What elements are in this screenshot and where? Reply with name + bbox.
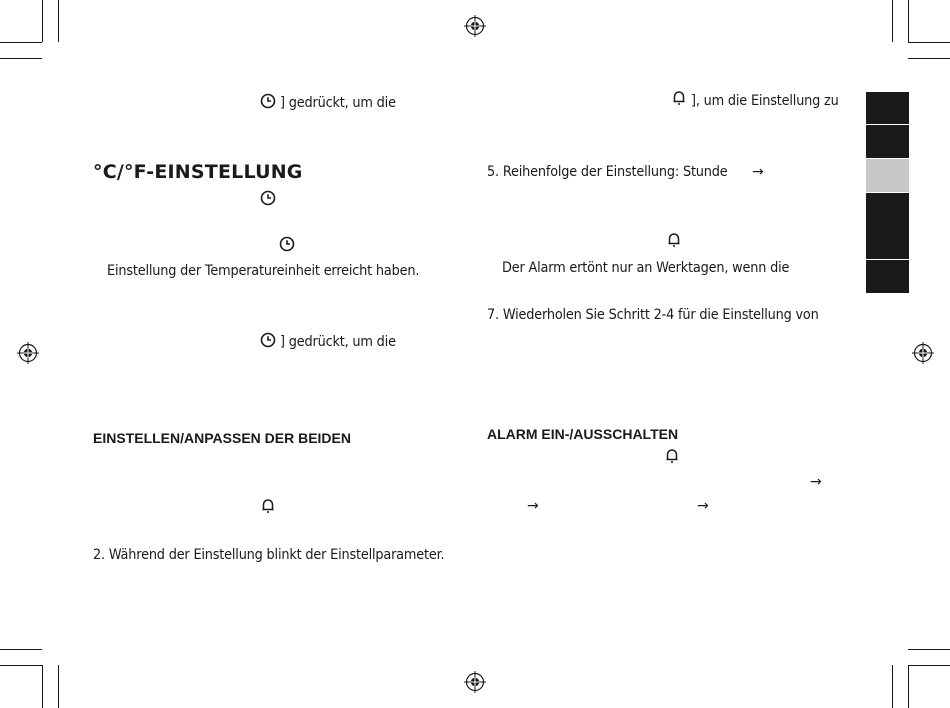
language-tab — [866, 193, 909, 259]
arrow-icon: → — [810, 474, 822, 490]
crop-mark — [908, 665, 950, 666]
registration-mark-icon — [464, 671, 486, 693]
crop-mark — [908, 649, 950, 650]
language-tab — [866, 92, 909, 124]
right-text-line: 5. Reihenfolge der Einstellung: Stunde — [487, 164, 728, 180]
clock-icon — [260, 93, 276, 109]
right-text-line: ], um die Einstellung zu — [691, 93, 839, 109]
left-text-line: ] gedrückt, um die — [280, 95, 396, 111]
section-heading-alarm-setup: EINSTELLEN/ANPASSEN DER BEIDEN — [93, 430, 351, 446]
crop-mark — [42, 0, 43, 42]
language-tab-active — [866, 159, 909, 192]
registration-mark-icon — [464, 15, 486, 37]
section-heading-alarm-toggle: ALARM EIN-/AUSSCHALTEN — [487, 426, 679, 442]
right-text-line: 7. Wiederholen Sie Schritt 2-4 für die Einstellung von — [487, 307, 819, 323]
left-text-line: Einstellung der Temperatureinheit erreicht haben. — [107, 263, 420, 279]
crop-mark — [58, 665, 59, 708]
registration-mark-icon — [912, 342, 934, 364]
crop-mark — [908, 665, 909, 708]
arrow-icon: → — [752, 164, 764, 180]
section-heading-temperature-unit: °C/°F-EINSTELLUNG — [93, 161, 303, 183]
crop-mark — [892, 0, 893, 42]
right-text-line: Der Alarm ertönt nur an Werktagen, wenn die — [502, 260, 790, 276]
crop-mark — [58, 0, 59, 42]
crop-mark — [908, 0, 909, 42]
bell-icon — [664, 447, 680, 463]
crop-mark — [0, 665, 42, 666]
bell-icon — [671, 89, 687, 105]
clock-icon — [260, 332, 276, 348]
crop-mark — [908, 58, 950, 59]
left-text-line: 2. Während der Einstellung blinkt der Einstellparameter. — [93, 547, 445, 563]
crop-mark — [0, 58, 42, 59]
clock-icon — [260, 190, 276, 206]
left-text-line: ] gedrückt, um die — [280, 334, 396, 350]
language-tab — [866, 260, 909, 293]
crop-mark — [908, 42, 950, 43]
crop-mark — [0, 42, 42, 43]
clock-icon — [279, 236, 295, 252]
bell-icon — [666, 231, 682, 247]
arrow-icon: → — [527, 498, 539, 514]
crop-mark — [42, 665, 43, 708]
bell-icon — [260, 497, 276, 513]
crop-mark — [892, 665, 893, 708]
registration-mark-icon — [17, 342, 39, 364]
crop-mark — [0, 649, 42, 650]
language-tab — [866, 125, 909, 158]
arrow-icon: → — [697, 498, 709, 514]
